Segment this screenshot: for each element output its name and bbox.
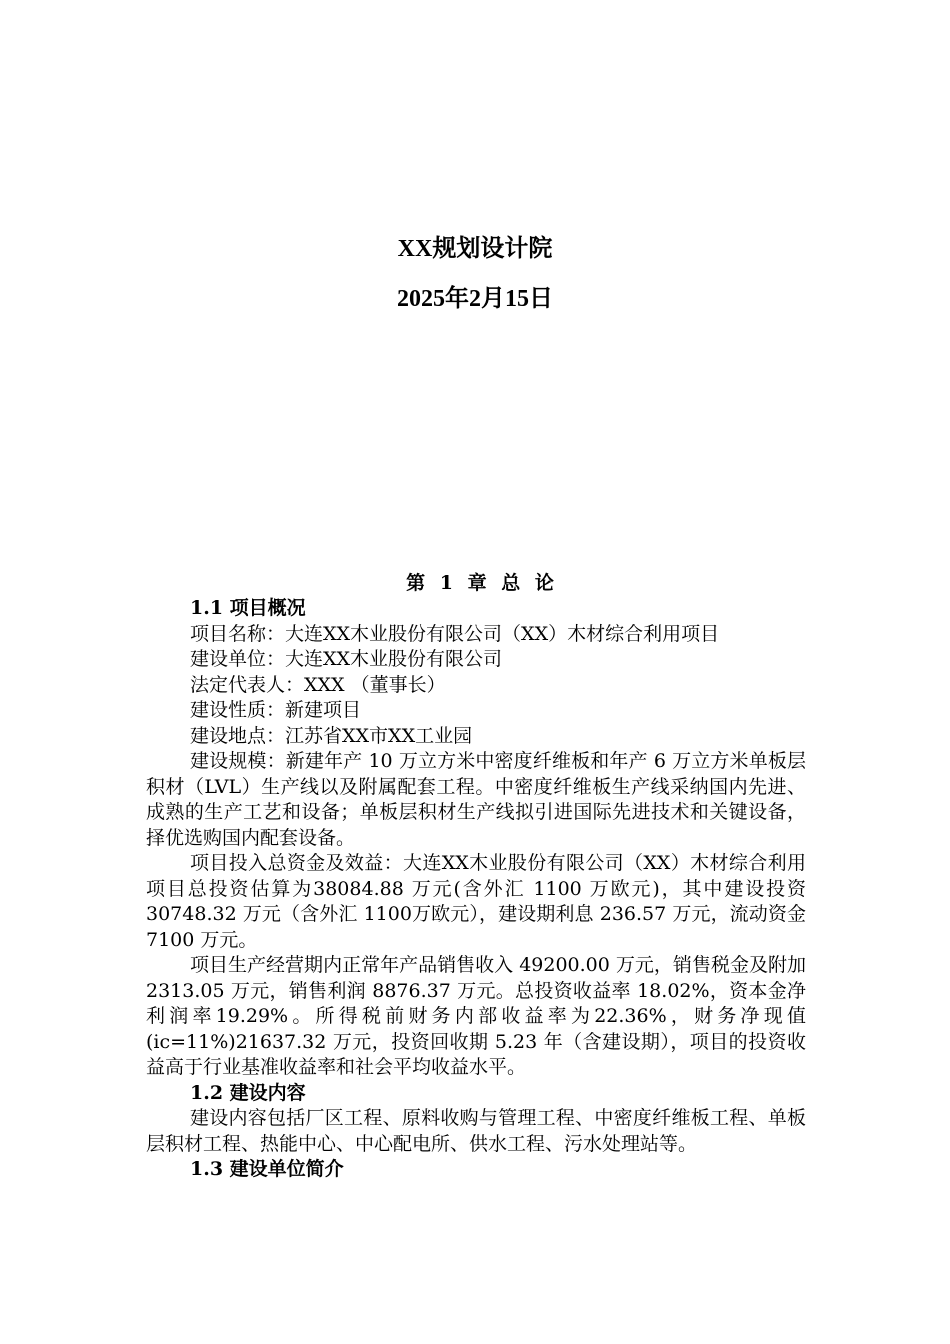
construction-content-paragraph: 建设内容包括厂区工程、原料收购与管理工程、中密度纤维板工程、单板层积材工程、热能中心、中心配电所、供水工程、污水处理站等。 — [146, 1107, 806, 1155]
construction-location-line: 建设地点：江苏省XX市XX工业园 — [190, 724, 473, 747]
operation-benefit-paragraph: 项目生产经营期内正常年产品销售收入 49200.00 万元，销售税金及附加2313.05 万元，销售利润 8876.37 万元。总投资收益率 18.02%，资本金净利润率19.29%。所得税前财务内部收益率为22.36%，财务净现值(ic=11%)21637.32 万元，投资回收期 5.23 年（含建设期），项目的投资收益高于行业基准收益率和社会平均收益水平。 — [146, 954, 806, 1078]
investment-paragraph: 项目投入总资金及效益：大连XX木业股份有限公司（XX）木材综合利用项目总投资估算为38084.88 万元(含外汇 1100 万欧元)，其中建设投资 30748.32 万元（含外汇 1100万欧元），建设期利息 236.57 万元，流动资金 7100 万元。 — [146, 852, 806, 951]
cover-organization: XX规划设计院 — [397, 236, 553, 262]
legal-representative-line: 法定代表人：XXX （董事长） — [190, 673, 446, 696]
cover-date: 2025年2月15日 — [397, 286, 553, 312]
construction-nature-line: 建设性质：新建项目 — [190, 699, 362, 721]
construction-unit-line: 建设单位：大连XX木业股份有限公司 — [190, 648, 503, 670]
construction-scale-paragraph: 建设规模：新建年产 10 万立方米中密度纤维板和年产 6 万立方米单板层积材（LVL）生产线以及附属配套工程。中密度纤维板生产线采纳国内先进、成熟的生产工艺和设备；单板层积材生产线拟引进国际先进技术和关键设备，择优选购国内配套设备。 — [146, 750, 806, 849]
section-heading-project-overview: 1.1 项目概况 — [190, 597, 306, 619]
chapter-body — [146, 570, 806, 1183]
section-heading-construction-content: 1.2 建设内容 — [190, 1081, 306, 1104]
chapter-title: 第 1 章 总 论 — [406, 572, 558, 594]
project-name-line: 项目名称：大连XX木业股份有限公司（XX）木材综合利用项目 — [190, 622, 720, 645]
section-heading-unit-introduction: 1.3 建设单位简介 — [190, 1158, 344, 1180]
